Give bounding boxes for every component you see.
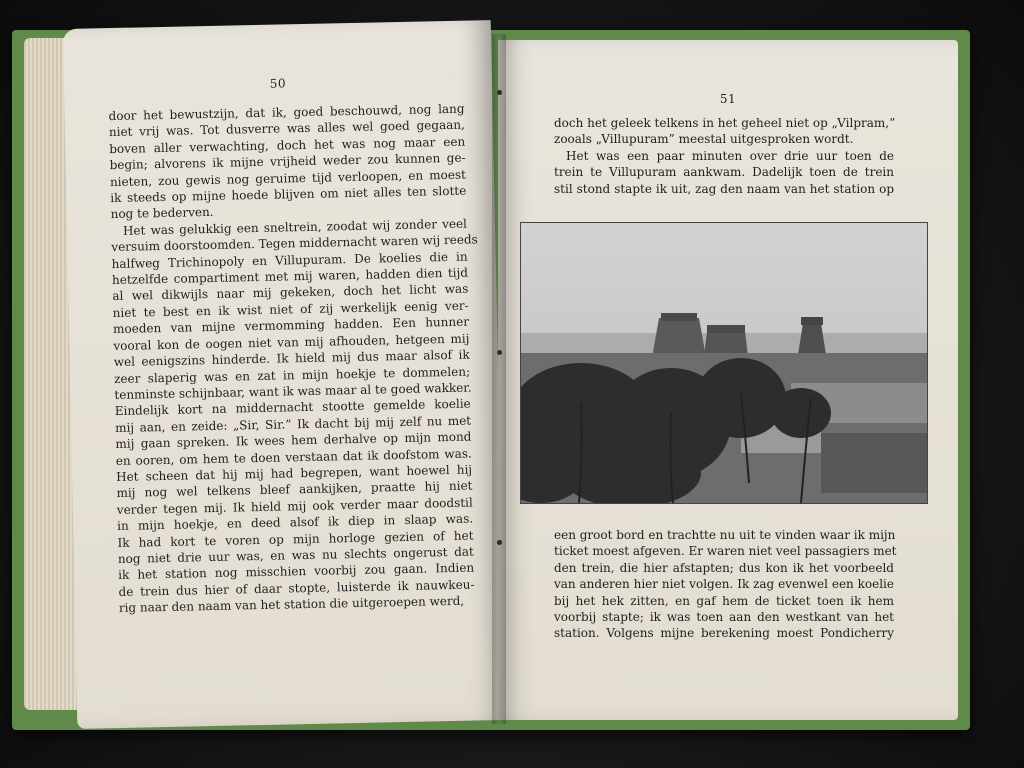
text-line: bij het hek zitten, en gaf hem de ticket toen ik hem [554, 593, 894, 608]
text-line: mij gaan spreken. Ik wees hem derhalve op mijn mond [115, 429, 472, 452]
text-line: wel eenigszins hinderde. Ik hield mij dus maar alsof ik [113, 347, 470, 370]
text-line: en ooren, om hem te doen verstaan dat ik doofstom was. [115, 446, 472, 468]
text-line: trein te Villupuram aankwam. Dadelijk toen de trein [554, 165, 894, 180]
text-line: Eindelijk kort na middernacht stootte gemelde koelie [114, 396, 471, 419]
text-line: Het was gelukkig een sneltrein, zoodat wij zonder veel [122, 216, 468, 238]
text-line: al wel dikwijls naar mij gekeken, doch het licht was [112, 282, 469, 304]
text-line: ik steeds op mijne hoede blijven om niet alles ten slotte [110, 183, 467, 206]
text-line: Het was een paar minuten over drie uur toen de [566, 148, 894, 163]
text-line: vooral kon de oogen niet van mij afhouden, hetgeen mij [113, 331, 470, 353]
text-line: rig naar den naam van het station die uitgeroepen werd, [118, 593, 465, 616]
right-page [498, 40, 958, 720]
text-line: station. Volgens mijne berekening moest Pondicherry [554, 626, 894, 641]
text-line: mij aan, en zeide: „Sir, Sir.” Ik dacht bij mij zelf nu met [114, 413, 472, 435]
text-line: nog te bederven. [110, 205, 214, 222]
text-line: zeer slaperig was en zat in mijn hoekje te dommelen; [113, 364, 471, 386]
text-line: voorbij stapte; ik was toen aan den westkant van het [554, 610, 894, 625]
right-page-text-top [554, 115, 894, 197]
text-line: begin; alvorens ik mijne vrijheid weder zou kunnen ge- [109, 150, 466, 173]
text-line: zooals „Villupuram” meestal uitgesproken wordt. [554, 132, 854, 147]
text-line: verder tegen mij. Ik hield mij ook verder maar doodstil [116, 495, 473, 517]
text-line: halfweg Trichinopoly en Villupuram. De koelies die in [111, 249, 468, 271]
left-page [63, 20, 506, 729]
page-number-left: 50 [269, 76, 287, 91]
text-line: door het bewustzijn, dat ik, goed beschouwd, nog lang [108, 101, 465, 124]
right-page-text-bottom [554, 527, 897, 642]
book-gutter [492, 34, 506, 724]
text-line: Ik had kort te voren op mijn horloge gezien of het [117, 528, 474, 550]
text-line: Het scheen dat hij mij had begrepen, want hoewel hij [116, 462, 473, 484]
text-line: nieten, zou gewis nog geruime tijd verloopen, en moest [109, 167, 467, 189]
text-line: moeden van mijne vermomming hadden. Een hunner [112, 314, 470, 337]
text-line: versuim doorstoomden. Tegen middernacht waren wij reeds [111, 232, 478, 255]
temple-photo-illustration [521, 223, 927, 503]
text-line: niet te best en ik wist niet of zij werkelijk eenig ver- [112, 298, 469, 320]
text-line: een groot bord en trachtte nu uit te vinden waar ik mijn [554, 528, 896, 542]
text-line: de trein dus hier of daar stopte, luisterde ik nauwkeu- [118, 577, 475, 599]
text-line: mij nog wel telkens bleef aankijken, praatte hij niet [116, 478, 473, 501]
text-line: van anderen hier niet volgen. Ik zag evenwel een koelie [554, 577, 894, 592]
text-line: nog niet drie uur was, en was nu slechts ongerust dat [117, 544, 474, 566]
text-line: hetzelfde compartiment met mij waren, hadden dien tijd [111, 265, 469, 288]
text-line: ik het station nog misschien voorbij zou gaan. Indien [118, 560, 475, 583]
text-line: boven aller verwachting, doch het was nog maar een [109, 134, 466, 156]
binding-stitch [497, 540, 502, 545]
text-line: stil stond stapte ik uit, zag den naam van het station op [554, 181, 894, 196]
binding-stitch [497, 90, 502, 95]
text-line: tenminste schijnbaar, want ik was maar al te goed wakker. [114, 380, 472, 402]
binding-stitch [497, 350, 502, 355]
page-number-right: 51 [719, 92, 737, 106]
text-line: den trein, die hier afstapten; dus kon ik het voorbeeld [554, 560, 894, 575]
text-line: in mijn hoekje, en deed alsof ik diep in slaap was. [117, 511, 474, 534]
text-line: doch het geleek telkens in het geheel niet op „Vilpram,” [554, 116, 896, 130]
temple-photograph [520, 222, 928, 504]
left-page-text [108, 101, 478, 617]
text-line: ticket moest afgeven. Er waren niet veel passagiers met [554, 544, 897, 559]
text-line: niet vrij was. Tot dusverre was alles wel goed gegaan, [108, 118, 466, 140]
